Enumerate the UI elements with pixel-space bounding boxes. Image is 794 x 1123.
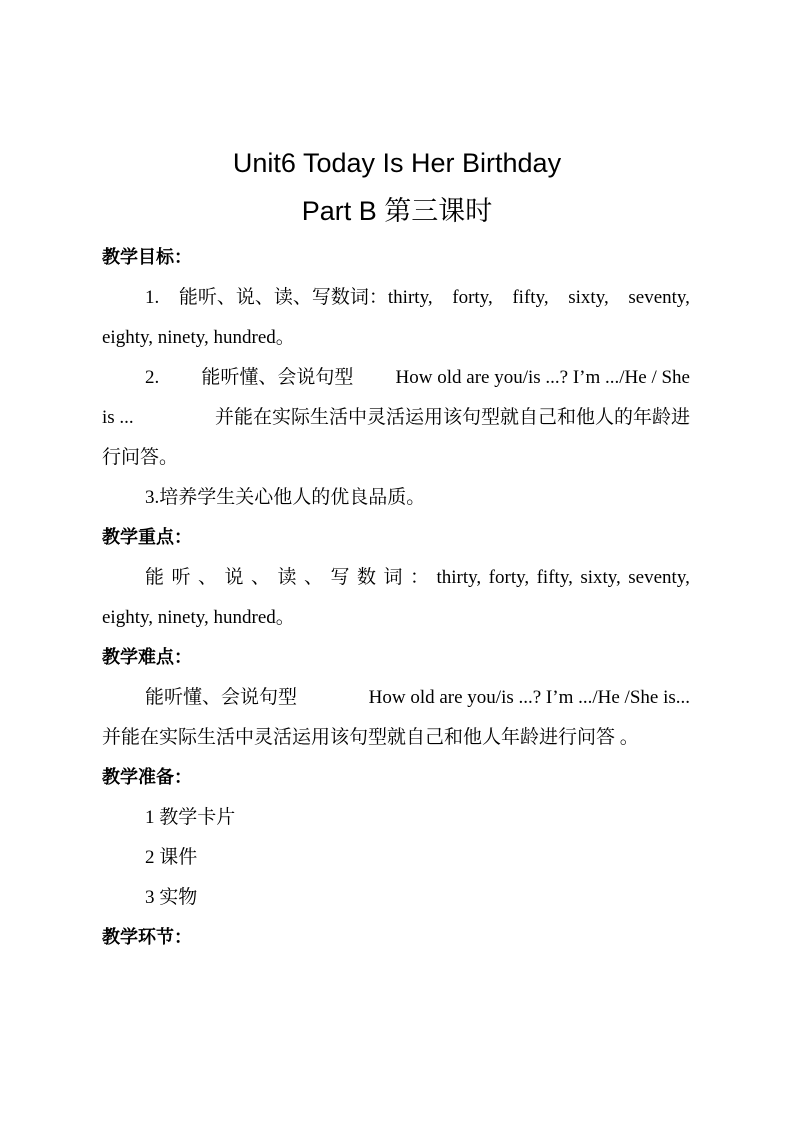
text-segment: seventy, [628, 287, 690, 308]
text-segment: 能 [145, 567, 165, 588]
goals-item-3: 3.培养学生关心他人的优良品质。 [145, 487, 426, 508]
text-segment: forty, [488, 567, 530, 588]
text-segment: sixty, [580, 567, 621, 588]
text-segment: How old are you/is ...? I’m .../He / She [395, 367, 690, 388]
text-segment: 、 [304, 567, 324, 588]
goals-item-2-line-1 [145, 366, 690, 390]
teaching-steps-heading: 教学环节： [102, 927, 192, 948]
text-segment: fifty, [512, 287, 549, 308]
text-segment: sixty, [568, 287, 609, 308]
text-segment: 、 [198, 567, 218, 588]
text-segment: 1. [145, 287, 160, 308]
key-points-line-2: eighty, ninety, hundred。 [102, 607, 295, 628]
preparation-item-2: 2 课件 [145, 847, 198, 868]
text-segment: How old are you/is ...? I’m .../He /She is... [368, 687, 690, 708]
text-segment: 2. [145, 367, 160, 388]
text-segment: 能听、说、读、写数词：thirty, [178, 287, 433, 308]
text-segment: 并能在实际生活中灵活运用该句型就自己和他人的年龄进 [214, 407, 690, 428]
key-points-heading: 教学重点： [102, 527, 192, 548]
document-subtitle: Part B 第三课时 [301, 196, 493, 226]
text-segment: 能听懂、会说句型 [201, 367, 354, 388]
goals-item-2-line-2 [102, 406, 690, 430]
preparation-heading: 教学准备： [102, 767, 192, 788]
text-segment: seventy, [628, 567, 690, 588]
preparation-item-3: 3 实物 [145, 887, 198, 908]
text-segment: ： [410, 567, 430, 588]
text-segment: 词 [383, 567, 403, 588]
text-segment: 能听懂、会说句型 [145, 687, 298, 708]
document-title: Unit6 Today Is Her Birthday [232, 148, 562, 178]
text-segment: 读 [277, 567, 297, 588]
text-segment: fifty, [536, 567, 573, 588]
text-segment: is ... [102, 407, 134, 428]
difficulties-heading: 教学难点： [102, 647, 192, 668]
text-segment: 、 [251, 567, 271, 588]
goals-heading: 教学目标： [102, 247, 192, 268]
text-segment: forty, [452, 287, 493, 308]
text-segment: 数 [357, 567, 377, 588]
goals-item-2-line-3: 行问答。 [102, 447, 179, 468]
text-segment: 写 [330, 567, 350, 588]
goals-item-1-line-1 [145, 286, 690, 310]
difficulties-line-1 [145, 686, 690, 710]
text-segment: thirty, [436, 567, 482, 588]
goals-item-1-line-2: eighty, ninety, hundred。 [102, 327, 295, 348]
text-segment: 说 [224, 567, 244, 588]
text-segment: 听 [171, 567, 191, 588]
key-points-line-1 [145, 566, 690, 590]
difficulties-line-2: 并能在实际生活中灵活运用该句型就自己和他人年龄进行问答 。 [102, 727, 639, 748]
preparation-item-1: 1 教学卡片 [145, 807, 236, 828]
